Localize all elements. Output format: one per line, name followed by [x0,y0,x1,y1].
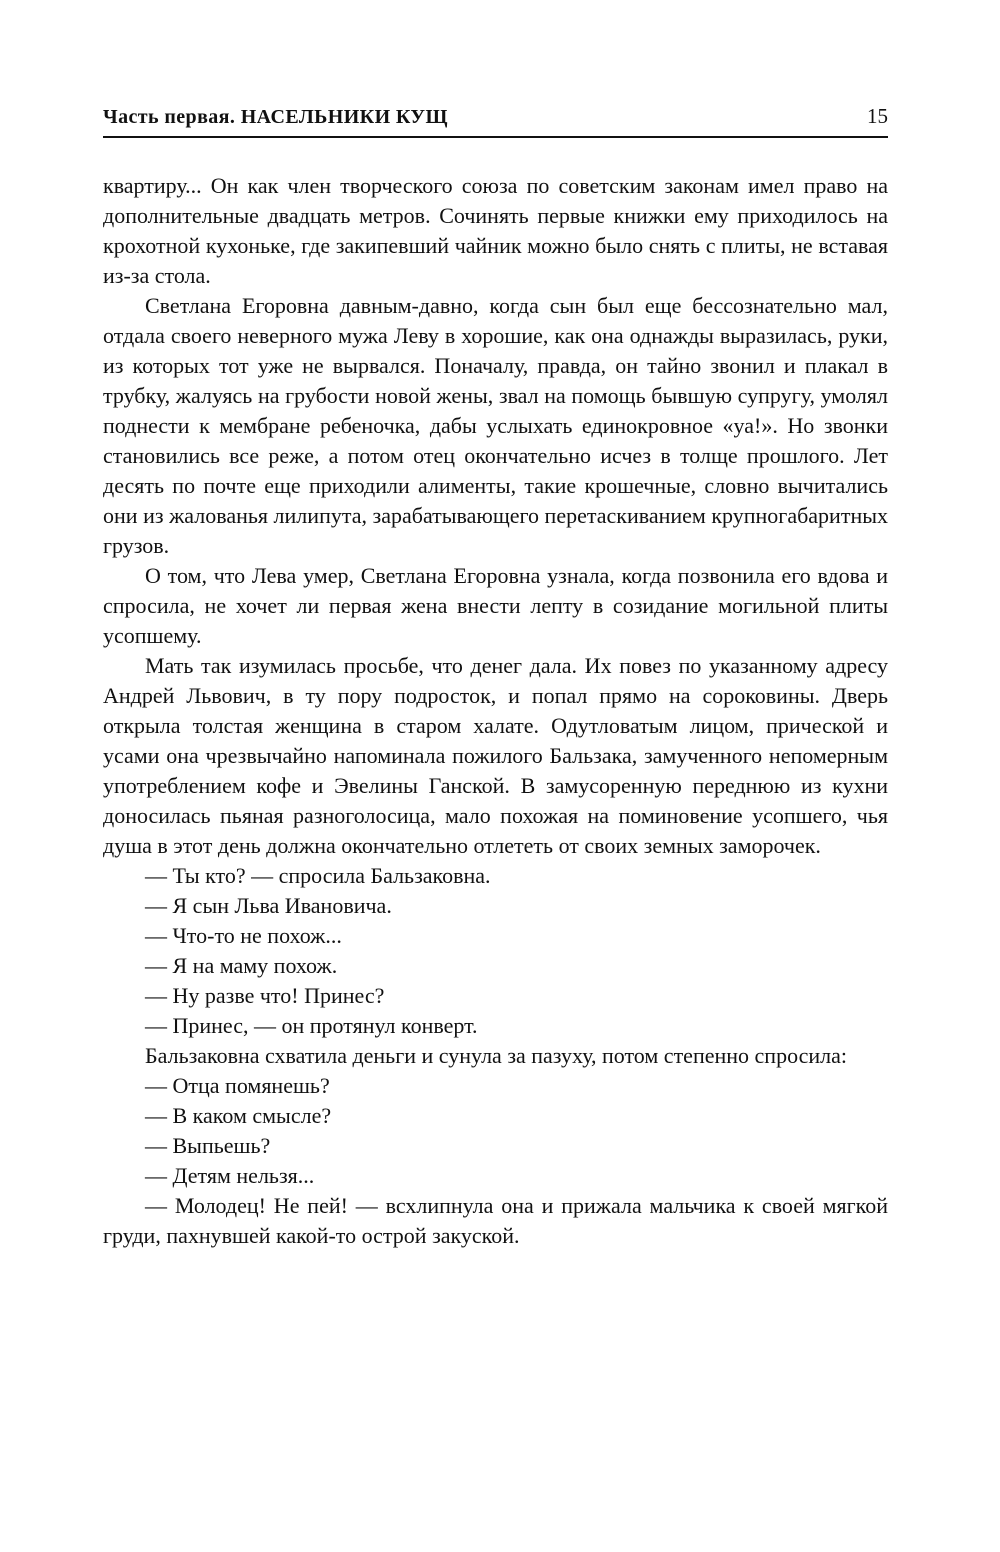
paragraph-4: Мать так изумилась просьбе, что денег дала. Их повез по указанному адресу Андрей Львович, в ту пору подросток, и попал прямо на сороковины. Дверь открыла толстая женщина в старом халате. Одутловатым лицом, прической и усами она чрезвычайно напоминала пожилого Бальзака, замученного непомерным употреблением кофе и Эвелины Ганской. В замусоренную переднюю из кухни доносилась пьяная разноголосица, мало похожая на поминовение усопшего, чья душа в этот день должна окончательно отлететь от своих земных заморочек. [103,653,888,858]
paragraph-9: — Ну разве что! Принес? [145,983,385,1008]
paragraph-2: Светлана Егоровна давным-давно, когда сын был еще бессознательно мал, отдала своего неверного мужа Леву в хорошие, как она однажды выразилась, руки, из которых тот уже не вырвался. Поначалу, правда, он тайно звонил и плакал в трубку, жалуясь на грубости новой жены, звал на помощь бывшую супругу, умолял поднести к мембране ребеночка, дабы услыхать единокровное «уа!». Но звонки становились все реже, а потом отец окончательно исчез в толще прошлого. Лет десять по почте еще приходили алименты, такие крошечные, словно вычитались они из жалованья лилипута, зарабатывающего перетаскиванием крупногабаритных грузов. [103,293,888,558]
paragraph-5: — Ты кто? — спросила Бальзаковна. [145,863,491,888]
paragraph-6: — Я сын Льва Ивановича. [145,893,392,918]
body-text [103,171,888,1251]
paragraph-16: — Молодец! Не пей! — всхлипнула она и прижала мальчика к своей мягкой груди, пахнувшей какой-то острой закуской. [103,1193,888,1248]
page-header [103,104,888,129]
header-rule [103,136,888,138]
paragraph-13: — В каком смысле? [145,1103,332,1128]
paragraph-8: — Я на маму похож. [145,953,338,978]
page-number: 15 [867,104,888,128]
paragraph-3: О том, что Лева умер, Светлана Егоровна узнала, когда позвонила его вдова и спросила, не хочет ли первая жена внести лепту в созидание могильной плиты усопшему. [103,563,888,648]
paragraph-12: — Отца помянешь? [145,1073,330,1098]
paragraph-15: — Детям нельзя... [145,1163,315,1188]
paragraph-10: — Принес, — он протянул конверт. [145,1013,478,1038]
paragraph-7: — Что-то не похож... [145,923,342,948]
paragraph-14: — Выпьешь? [145,1133,271,1158]
running-head: Часть первая. НАСЕЛЬНИКИ КУЩ [103,106,448,128]
paragraph-11: Бальзаковна схватила деньги и сунула за пазуху, потом степенно спросила: [145,1043,848,1068]
paragraph-1: квартиру... Он как член творческого союза по советским законам имел право на дополнительные двадцать метров. Сочинять первые книжки ему приходилось на крохотной кухоньке, где закипевший чайник можно было снять с плиты, не вставая из-за стола. [103,173,888,288]
